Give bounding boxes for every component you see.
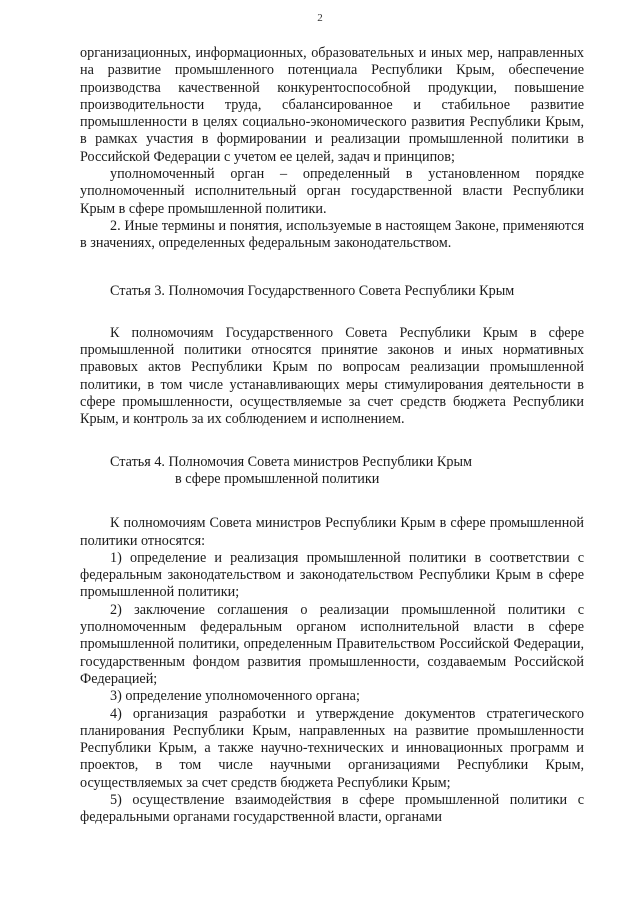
article-4-item-2: 2) заключение соглашения о реализации промышленной политики с уполномоченным федеральным органом исполнительной власти в сфере промышленной политики, определенным Правительством Российской Федерации, государственным фондом развития промышленности, создаваемым Российской Федерацией; <box>80 601 584 687</box>
article-4-heading-line-1: Статья 4. Полномочия Совета министров Республики Крым <box>110 453 472 470</box>
paragraph-definition-industrial-policy: организационных, информационных, образовательных и иных мер, направленных на развитие промышленного потенциала Республики Крым, обеспечение производства качественной конкурентоспособной продукции, повышение производительности труда, сбалансированное и стабильное развитие промышленности в целях социально-экономического развития Республики Крым, в рамках участия в формировании и реализации промышленной политики в Российской Федерации с учетом ее целей, задач и принципов; <box>80 45 584 165</box>
paragraph-other-terms: 2. Иные термины и понятия, используемые в настоящем Законе, применяются в значениях, определенных федеральным законодательством. <box>80 217 584 252</box>
article-4-item-4: 4) организация разработки и утверждение документов стратегического планирования Республики Крым, направленных на развитие промышленности Республики Крым, а также научно-технических и инновационных программ и проектов, в том числе научными организациями Республики Крым, осуществляемых за счет средств бюджета Республики Крым; <box>80 705 584 791</box>
document-body <box>80 45 584 827</box>
article-4-heading-line-2: в сфере промышленной политики <box>175 470 380 487</box>
article-3-text: К полномочиям Государственного Совета Республики Крым в сфере промышленной политики относятся принятие законов и иных нормативных правовых актов Республики Крым по вопросам реализации промышленной политики, в том числе устанавливающих меры стимулирования деятельности в сфере промышленности, осуществляемые за счет средств бюджета Республики Крым, и контроль за их соблюдением и исполнением. <box>80 324 584 428</box>
article-3-heading: Статья 3. Полномочия Государственного Совета Республики Крым <box>110 282 515 299</box>
page-number: 2 <box>317 12 323 24</box>
article-4-item-1: 1) определение и реализация промышленной политики в соответствии с федеральным законодательством и законодательством Республики Крым в сфере промышленной политики; <box>80 549 584 601</box>
paragraph-definition-authorized-body: уполномоченный орган – определенный в установленном порядке уполномоченный исполнительный орган государственной власти Республики Крым в сфере промышленной политики. <box>80 166 584 217</box>
article-4-item-3: 3) определение уполномоченного органа; <box>110 688 360 705</box>
article-4-item-5: 5) осуществление взаимодействия в сфере промышленной политики с федеральными органами государственной власти, органами <box>80 791 584 826</box>
article-4-intro: К полномочиям Совета министров Республики Крым в сфере промышленной политики относятся: <box>80 515 584 549</box>
article-4-heading <box>110 454 584 489</box>
